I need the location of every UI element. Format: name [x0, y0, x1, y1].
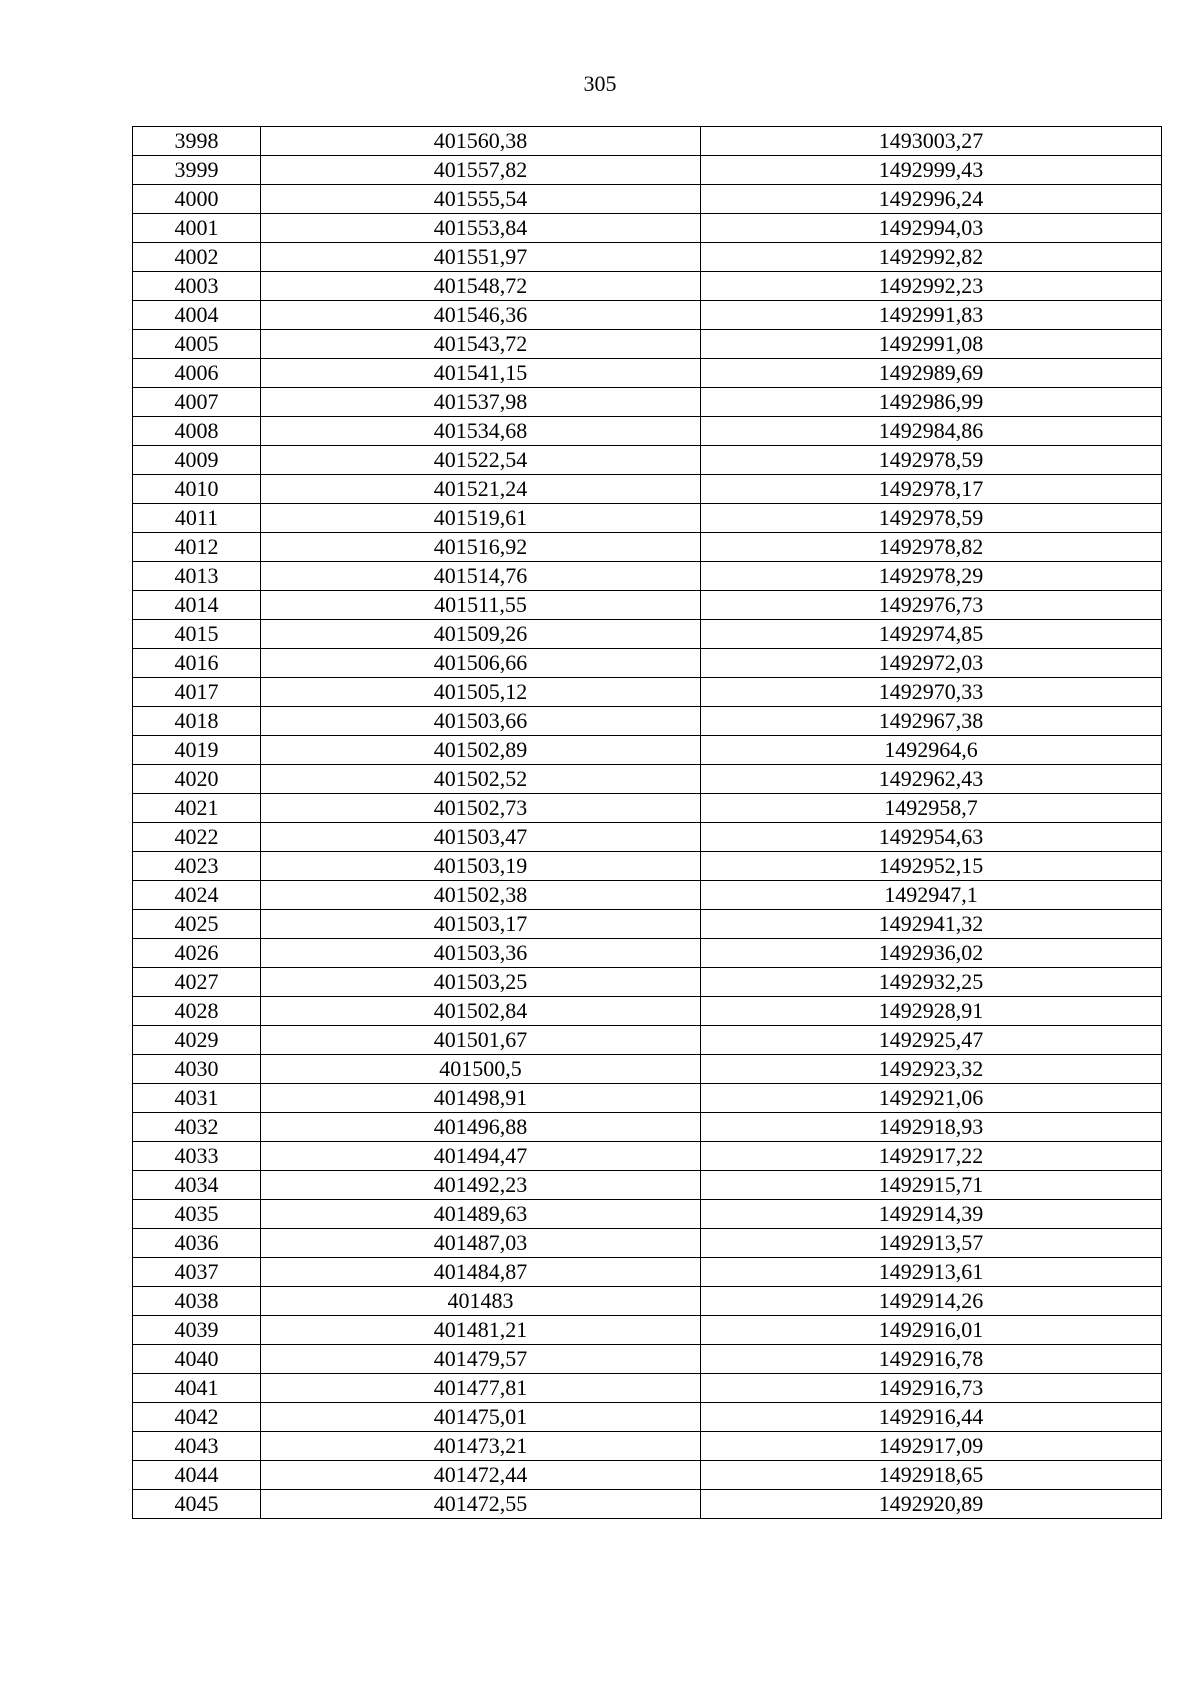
table-row	[133, 504, 1162, 533]
table-row	[133, 1258, 1162, 1287]
coordinates-table	[132, 126, 1162, 1519]
x-coordinate-cell: 401472,44	[261, 1461, 701, 1490]
table-row	[133, 127, 1162, 156]
x-coordinate-cell: 401543,72	[261, 330, 701, 359]
point-number-cell: 4007	[133, 388, 261, 417]
point-number-cell: 4020	[133, 765, 261, 794]
table-row	[133, 1461, 1162, 1490]
x-coordinate-cell: 401548,72	[261, 272, 701, 301]
y-coordinate-cell: 1492989,69	[701, 359, 1162, 388]
table-row	[133, 1026, 1162, 1055]
point-number-cell: 4040	[133, 1345, 261, 1374]
point-number-cell: 4000	[133, 185, 261, 214]
point-number-cell: 4008	[133, 417, 261, 446]
point-number-cell: 4042	[133, 1403, 261, 1432]
x-coordinate-cell: 401509,26	[261, 620, 701, 649]
table-row	[133, 1113, 1162, 1142]
table-row	[133, 533, 1162, 562]
x-coordinate-cell: 401477,81	[261, 1374, 701, 1403]
y-coordinate-cell: 1492991,08	[701, 330, 1162, 359]
y-coordinate-cell: 1492913,57	[701, 1229, 1162, 1258]
point-number-cell: 4010	[133, 475, 261, 504]
point-number-cell: 4034	[133, 1171, 261, 1200]
point-number-cell: 4030	[133, 1055, 261, 1084]
x-coordinate-cell: 401557,82	[261, 156, 701, 185]
point-number-cell: 4044	[133, 1461, 261, 1490]
point-number-cell: 4017	[133, 678, 261, 707]
point-number-cell: 4019	[133, 736, 261, 765]
point-number-cell: 3998	[133, 127, 261, 156]
x-coordinate-cell: 401503,17	[261, 910, 701, 939]
x-coordinate-cell: 401560,38	[261, 127, 701, 156]
page-number: 305	[583, 71, 617, 96]
table-row	[133, 1432, 1162, 1461]
point-number-cell: 4011	[133, 504, 261, 533]
point-number-cell: 4004	[133, 301, 261, 330]
x-coordinate-cell: 401519,61	[261, 504, 701, 533]
table-row	[133, 997, 1162, 1026]
x-coordinate-cell: 401498,91	[261, 1084, 701, 1113]
x-coordinate-cell: 401502,89	[261, 736, 701, 765]
y-coordinate-cell: 1492954,63	[701, 823, 1162, 852]
point-number-cell: 4023	[133, 852, 261, 881]
table-row	[133, 214, 1162, 243]
point-number-cell: 3999	[133, 156, 261, 185]
table-row	[133, 301, 1162, 330]
table-row	[133, 272, 1162, 301]
y-coordinate-cell: 1492914,26	[701, 1287, 1162, 1316]
x-coordinate-cell: 401496,88	[261, 1113, 701, 1142]
point-number-cell: 4032	[133, 1113, 261, 1142]
table-row	[133, 1200, 1162, 1229]
table-row	[133, 591, 1162, 620]
point-number-cell: 4026	[133, 939, 261, 968]
x-coordinate-cell: 401472,55	[261, 1490, 701, 1519]
table-row	[133, 736, 1162, 765]
table-row	[133, 910, 1162, 939]
table-row	[133, 852, 1162, 881]
point-number-cell: 4024	[133, 881, 261, 910]
y-coordinate-cell: 1492978,17	[701, 475, 1162, 504]
table-row	[133, 1055, 1162, 1084]
point-number-cell: 4003	[133, 272, 261, 301]
y-coordinate-cell: 1492921,06	[701, 1084, 1162, 1113]
x-coordinate-cell: 401500,5	[261, 1055, 701, 1084]
table-row	[133, 881, 1162, 910]
table-row	[133, 968, 1162, 997]
point-number-cell: 4012	[133, 533, 261, 562]
y-coordinate-cell: 1492978,59	[701, 504, 1162, 533]
point-number-cell: 4013	[133, 562, 261, 591]
x-coordinate-cell: 401503,19	[261, 852, 701, 881]
x-coordinate-cell: 401479,57	[261, 1345, 701, 1374]
table-row	[133, 417, 1162, 446]
point-number-cell: 4038	[133, 1287, 261, 1316]
table-row	[133, 1374, 1162, 1403]
point-number-cell: 4037	[133, 1258, 261, 1287]
x-coordinate-cell: 401555,54	[261, 185, 701, 214]
table-row	[133, 388, 1162, 417]
table-row	[133, 156, 1162, 185]
y-coordinate-cell: 1492916,78	[701, 1345, 1162, 1374]
table-row	[133, 620, 1162, 649]
x-coordinate-cell: 401501,67	[261, 1026, 701, 1055]
table-row	[133, 1287, 1162, 1316]
table-row	[133, 243, 1162, 272]
x-coordinate-cell: 401475,01	[261, 1403, 701, 1432]
point-number-cell: 4025	[133, 910, 261, 939]
y-coordinate-cell: 1492999,43	[701, 156, 1162, 185]
y-coordinate-cell: 1492947,1	[701, 881, 1162, 910]
table-row	[133, 794, 1162, 823]
y-coordinate-cell: 1492984,86	[701, 417, 1162, 446]
y-coordinate-cell: 1492917,22	[701, 1142, 1162, 1171]
table-row	[133, 939, 1162, 968]
y-coordinate-cell: 1492976,73	[701, 591, 1162, 620]
table-row	[133, 1229, 1162, 1258]
point-number-cell: 4014	[133, 591, 261, 620]
y-coordinate-cell: 1492996,24	[701, 185, 1162, 214]
table-row	[133, 1171, 1162, 1200]
x-coordinate-cell: 401503,47	[261, 823, 701, 852]
y-coordinate-cell: 1492917,09	[701, 1432, 1162, 1461]
table-row	[133, 1316, 1162, 1345]
table-row	[133, 707, 1162, 736]
point-number-cell: 4009	[133, 446, 261, 475]
x-coordinate-cell: 401553,84	[261, 214, 701, 243]
y-coordinate-cell: 1492978,29	[701, 562, 1162, 591]
point-number-cell: 4035	[133, 1200, 261, 1229]
x-coordinate-cell: 401502,38	[261, 881, 701, 910]
point-number-cell: 4022	[133, 823, 261, 852]
point-number-cell: 4018	[133, 707, 261, 736]
point-number-cell: 4015	[133, 620, 261, 649]
y-coordinate-cell: 1492992,82	[701, 243, 1162, 272]
point-number-cell: 4036	[133, 1229, 261, 1258]
x-coordinate-cell: 401502,73	[261, 794, 701, 823]
table-row	[133, 446, 1162, 475]
y-coordinate-cell: 1492914,39	[701, 1200, 1162, 1229]
x-coordinate-cell: 401503,36	[261, 939, 701, 968]
y-coordinate-cell: 1492916,44	[701, 1403, 1162, 1432]
table-row	[133, 765, 1162, 794]
y-coordinate-cell: 1492913,61	[701, 1258, 1162, 1287]
point-number-cell: 4041	[133, 1374, 261, 1403]
x-coordinate-cell: 401506,66	[261, 649, 701, 678]
y-coordinate-cell: 1493003,27	[701, 127, 1162, 156]
y-coordinate-cell: 1492941,32	[701, 910, 1162, 939]
x-coordinate-cell: 401516,92	[261, 533, 701, 562]
x-coordinate-cell: 401551,97	[261, 243, 701, 272]
y-coordinate-cell: 1492936,02	[701, 939, 1162, 968]
table-row	[133, 649, 1162, 678]
x-coordinate-cell: 401521,24	[261, 475, 701, 504]
x-coordinate-cell: 401494,47	[261, 1142, 701, 1171]
y-coordinate-cell: 1492986,99	[701, 388, 1162, 417]
table-row	[133, 185, 1162, 214]
y-coordinate-cell: 1492970,33	[701, 678, 1162, 707]
coordinates-table-body	[133, 127, 1162, 1519]
x-coordinate-cell: 401483	[261, 1287, 701, 1316]
x-coordinate-cell: 401503,66	[261, 707, 701, 736]
x-coordinate-cell: 401511,55	[261, 591, 701, 620]
point-number-cell: 4033	[133, 1142, 261, 1171]
y-coordinate-cell: 1492967,38	[701, 707, 1162, 736]
y-coordinate-cell: 1492994,03	[701, 214, 1162, 243]
y-coordinate-cell: 1492964,6	[701, 736, 1162, 765]
table-row	[133, 475, 1162, 504]
point-number-cell: 4045	[133, 1490, 261, 1519]
point-number-cell: 4027	[133, 968, 261, 997]
point-number-cell: 4021	[133, 794, 261, 823]
y-coordinate-cell: 1492923,32	[701, 1055, 1162, 1084]
y-coordinate-cell: 1492952,15	[701, 852, 1162, 881]
y-coordinate-cell: 1492991,83	[701, 301, 1162, 330]
x-coordinate-cell: 401502,84	[261, 997, 701, 1026]
x-coordinate-cell: 401546,36	[261, 301, 701, 330]
point-number-cell: 4029	[133, 1026, 261, 1055]
point-number-cell: 4002	[133, 243, 261, 272]
y-coordinate-cell: 1492918,93	[701, 1113, 1162, 1142]
y-coordinate-cell: 1492920,89	[701, 1490, 1162, 1519]
x-coordinate-cell: 401489,63	[261, 1200, 701, 1229]
table-row	[133, 823, 1162, 852]
table-row	[133, 1403, 1162, 1432]
y-coordinate-cell: 1492972,03	[701, 649, 1162, 678]
y-coordinate-cell: 1492925,47	[701, 1026, 1162, 1055]
x-coordinate-cell: 401537,98	[261, 388, 701, 417]
table-row	[133, 1084, 1162, 1113]
x-coordinate-cell: 401534,68	[261, 417, 701, 446]
x-coordinate-cell: 401484,87	[261, 1258, 701, 1287]
x-coordinate-cell: 401541,15	[261, 359, 701, 388]
table-row	[133, 330, 1162, 359]
x-coordinate-cell: 401492,23	[261, 1171, 701, 1200]
y-coordinate-cell: 1492962,43	[701, 765, 1162, 794]
table-row	[133, 1490, 1162, 1519]
x-coordinate-cell: 401522,54	[261, 446, 701, 475]
point-number-cell: 4016	[133, 649, 261, 678]
y-coordinate-cell: 1492928,91	[701, 997, 1162, 1026]
point-number-cell: 4028	[133, 997, 261, 1026]
x-coordinate-cell: 401473,21	[261, 1432, 701, 1461]
y-coordinate-cell: 1492978,82	[701, 533, 1162, 562]
y-coordinate-cell: 1492915,71	[701, 1171, 1162, 1200]
x-coordinate-cell: 401505,12	[261, 678, 701, 707]
point-number-cell: 4005	[133, 330, 261, 359]
y-coordinate-cell: 1492974,85	[701, 620, 1162, 649]
point-number-cell: 4031	[133, 1084, 261, 1113]
point-number-cell: 4001	[133, 214, 261, 243]
x-coordinate-cell: 401514,76	[261, 562, 701, 591]
x-coordinate-cell: 401502,52	[261, 765, 701, 794]
point-number-cell: 4043	[133, 1432, 261, 1461]
table-row	[133, 1142, 1162, 1171]
y-coordinate-cell: 1492916,73	[701, 1374, 1162, 1403]
x-coordinate-cell: 401481,21	[261, 1316, 701, 1345]
y-coordinate-cell: 1492916,01	[701, 1316, 1162, 1345]
y-coordinate-cell: 1492978,59	[701, 446, 1162, 475]
x-coordinate-cell: 401503,25	[261, 968, 701, 997]
table-row	[133, 359, 1162, 388]
table-row	[133, 1345, 1162, 1374]
table-row	[133, 562, 1162, 591]
table-row	[133, 678, 1162, 707]
y-coordinate-cell: 1492932,25	[701, 968, 1162, 997]
point-number-cell: 4039	[133, 1316, 261, 1345]
y-coordinate-cell: 1492918,65	[701, 1461, 1162, 1490]
y-coordinate-cell: 1492958,7	[701, 794, 1162, 823]
point-number-cell: 4006	[133, 359, 261, 388]
x-coordinate-cell: 401487,03	[261, 1229, 701, 1258]
y-coordinate-cell: 1492992,23	[701, 272, 1162, 301]
